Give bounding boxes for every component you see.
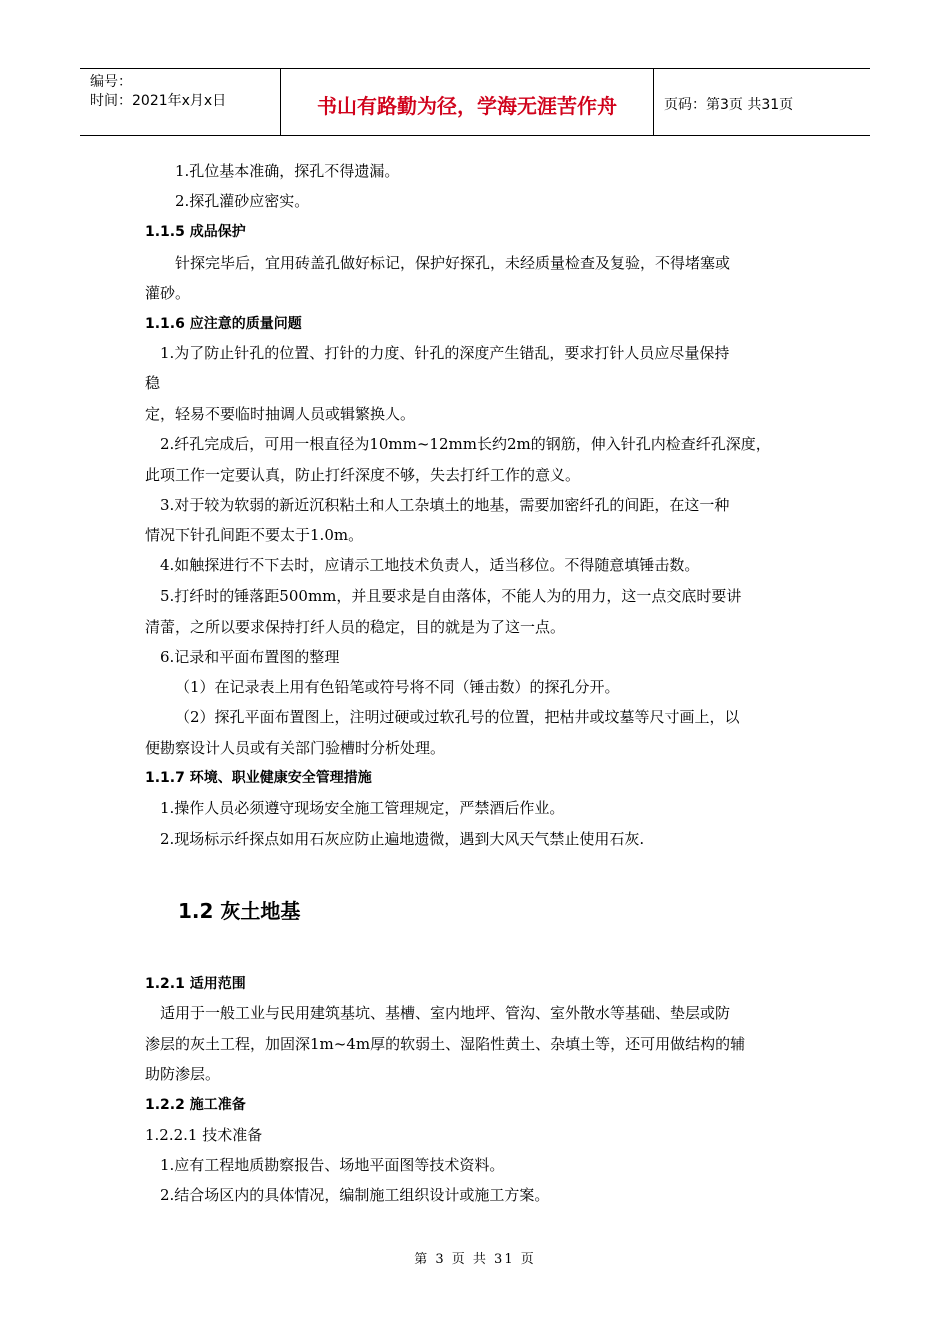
paragraph-line: 6.记录和平面布置图的整理	[160, 648, 340, 666]
page-footer: 第 3 页 共 31 页	[414, 1252, 536, 1267]
paragraph-line: 针探完毕后，宜用砖盖孔做好标记，保护好探孔，未经质量检查及复验，不得堵塞或	[175, 254, 731, 272]
paragraph-line: 2.纤孔完成后，可用一根直径为10mm~12mm长约2m的钢筋，伸入针孔内检查纤孔深度，	[160, 435, 771, 453]
paragraph-line: 2.现场标示纤探点如用石灰应防止遍地遗微，遇到大风天气禁止使用石灰.	[160, 830, 645, 848]
paragraph-line: 情况下针孔间距不要太于1.0m。	[145, 526, 364, 544]
paragraph-line: 1.孔位基本准确，探孔不得遗漏。	[175, 162, 400, 180]
section-heading: 1.1.7 环境、职业健康安全管理措施	[145, 770, 372, 786]
paragraph-line: 2.结合场区内的具体情况，编制施工组织设计或施工方案。	[160, 1186, 550, 1204]
paragraph-line: 渗层的灰土工程，加固深1m~4m厚的软弱土、湿陷性黄土、杂填土等，还可用做结构的辅	[145, 1035, 746, 1053]
paragraph-line: 2.探孔灌砂应密实。	[175, 192, 310, 210]
section-heading: 1.1.6 应注意的质量问题	[145, 316, 302, 332]
paragraph-line: 3.对于较为软弱的新近沉积粘土和人工杂填土的地基，需要加密纤孔的间距，在这一种	[160, 496, 730, 514]
subsection-heading: 1.2.2.1 技术准备	[145, 1126, 263, 1144]
paragraph-line: （1）在记录表上用有色铅笔或符号将不同（锤击数）的探孔分开。	[175, 678, 620, 696]
paragraph-line: 稳	[145, 374, 161, 392]
paragraph-line: 便勘察设计人员或有关部门验槽时分析处理。	[145, 739, 446, 757]
paragraph-line: 1.应有工程地质勘察报告、场地平面图等技术资料。	[160, 1156, 505, 1174]
paragraph-line: 定，轻易不要临时抽调人员或辑繁换人。	[145, 405, 416, 423]
paragraph-line: 助防渗层。	[145, 1065, 221, 1083]
section-heading: 1.2.2 施工准备	[145, 1097, 246, 1113]
section-heading: 1.2.1 适用范围	[145, 976, 246, 992]
paragraph-line: （2）探孔平面布置图上，注明过硬或过软孔号的位置，把枯井或坟墓等尺寸画上，以	[175, 708, 740, 726]
paragraph-line: 清蕾，之所以要求保持打纤人员的稳定，目的就是为了这一点。	[145, 618, 566, 636]
paragraph-line: 1.操作人员必须遵守现场安全施工管理规定，严禁酒后作业。	[160, 799, 565, 817]
header-motto: 书山有路勤为径，学海无涯苦作舟	[281, 69, 654, 135]
chapter-heading: 1.2 灰土地基	[178, 899, 301, 923]
section-heading: 1.1.5 成品保护	[145, 224, 246, 240]
document-date-label: 时间：2021年x月x日	[90, 93, 227, 109]
header-page-number: 页码：第3页 共31页	[664, 97, 794, 113]
page-header	[80, 68, 870, 136]
paragraph-line: 适用于一般工业与民用建筑基坑、基槽、室内地坪、管沟、室外散水等基础、垫层或防	[160, 1004, 731, 1022]
document-number-label: 编号：	[90, 74, 132, 90]
paragraph-line: 此项工作一定要认真，防止打纤深度不够，失去打纤工作的意义。	[145, 466, 581, 484]
paragraph-line: 5.打纤时的锤落距500mm，并且要求是自由落体，不能人为的用力，这一点交底时要讲	[160, 587, 742, 605]
header-meta	[80, 69, 281, 135]
paragraph-line: 灌砂。	[145, 284, 191, 302]
paragraph-line: 4.如触探进行不下去时，应请示工地技术负责人，适当移位。不得随意填锤击数。	[160, 556, 700, 574]
paragraph-line: 1.为了防止针孔的位置、打针的力度、针孔的深度产生错乱，要求打针人员应尽量保持	[160, 344, 730, 362]
